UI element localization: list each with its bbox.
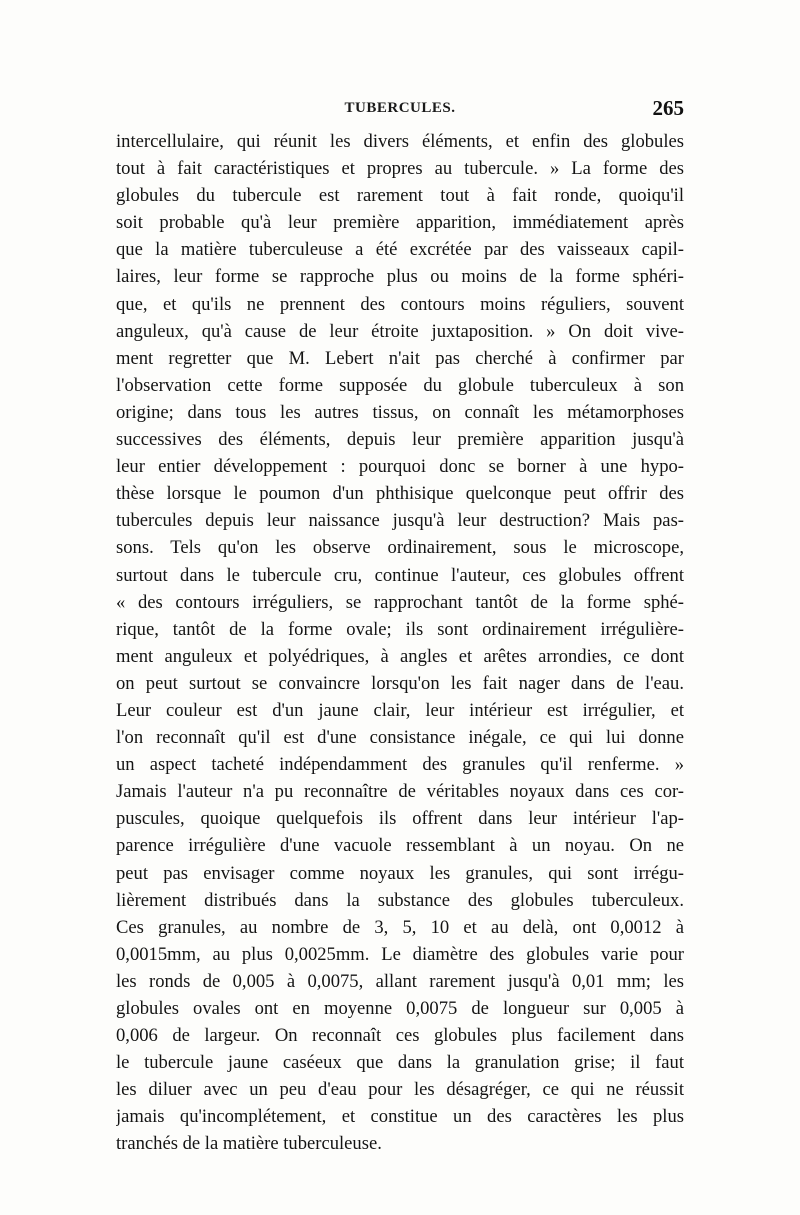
text-line: thèse lorsque le poumon d'un phthisique quelconque peut offrir des (116, 483, 684, 505)
page-header (116, 96, 684, 126)
text-line: puscules, quoique quelquefois ils offrent dans leur intérieur l'ap- (116, 808, 684, 830)
text-line: lièrement distribués dans la substance des globules tuberculeux. (116, 889, 684, 911)
running-title: TUBERCULES. (344, 100, 456, 116)
text-line: intercellulaire, qui réunit les divers éléments, et enfin des globules (116, 131, 684, 152)
page-number: 265 (652, 96, 684, 120)
text-line: jamais qu'incomplétement, et constitue un des caractères les plus (116, 1106, 684, 1128)
text-line: Leur couleur est d'un jaune clair, leur intérieur est irrégulier, et (116, 699, 684, 721)
text-line: un aspect tacheté indépendamment des granules qu'il renferme. » (116, 754, 684, 776)
text-line: parence irrégulière d'une vacuole ressemblant à un noyau. On ne (116, 835, 684, 857)
text-line: ment anguleux et polyédriques, à angles et arêtes arrondies, ce dont (116, 645, 684, 667)
text-line: 0,0015mm, au plus 0,0025mm. Le diamètre des globules varie pour (116, 943, 684, 965)
text-line: origine; dans tous les autres tissus, on connaît les métamorphoses (116, 401, 684, 423)
text-line: que, et qu'ils ne prennent des contours moins réguliers, souvent (116, 293, 684, 315)
text-line: leur entier développement : pourquoi donc se borner à une hypo- (116, 456, 684, 478)
text-line: anguleux, qu'à cause de leur étroite juxtaposition. » On doit vive- (116, 320, 684, 342)
text-line: tranchés de la matière tuberculeuse. (116, 1133, 382, 1155)
text-line: « des contours irréguliers, se rapprochant tantôt de la forme sphé- (116, 591, 684, 613)
text-line: sons. Tels qu'on les observe ordinairement, sous le microscope, (116, 537, 684, 559)
text-line: tubercules depuis leur naissance jusqu'à leur destruction? Mais pas- (116, 510, 684, 532)
text-line: peut pas envisager comme noyaux les granules, qui sont irrégu- (116, 862, 684, 884)
text-line: le tubercule jaune caséeux que dans la granulation grise; il faut (116, 1052, 684, 1074)
text-line: l'on reconnaît qu'il est d'une consistance inégale, ce qui lui donne (116, 727, 684, 749)
text-line: globules ovales ont en moyenne 0,0075 de longueur sur 0,005 à (116, 998, 684, 1019)
text-line: que la matière tuberculeuse a été excrétée par des vaisseaux capil- (116, 239, 684, 261)
text-line: globules du tubercule est rarement tout à fait ronde, quoiqu'il (116, 185, 684, 207)
text-line: surtout dans le tubercule cru, continue l'auteur, ces globules offrent (116, 564, 684, 586)
text-line: successives des éléments, depuis leur première apparition jusqu'à (116, 429, 684, 451)
text-line: ment regretter que M. Lebert n'ait pas cherché à confirmer par (116, 347, 684, 369)
text-line: 0,006 de largeur. On reconnaît ces globules plus facilement dans (116, 1025, 684, 1047)
text-line: l'observation cette forme supposée du globule tuberculeux à son (116, 374, 684, 396)
text-line: soit probable qu'à leur première apparition, immédiatement après (116, 212, 684, 234)
text-line: laires, leur forme se rapproche plus ou moins de la forme sphéri- (116, 266, 684, 288)
text-line: rique, tantôt de la forme ovale; ils sont ordinairement irrégulière- (116, 618, 684, 640)
text-line: on peut surtout se convaincre lorsqu'on les fait nager dans de l'eau. (116, 672, 684, 694)
text-line: Jamais l'auteur n'a pu reconnaître de véritables noyaux dans ces cor- (116, 781, 684, 803)
text-line: Ces granules, au nombre de 3, 5, 10 et au delà, ont 0,0012 à (116, 916, 684, 938)
body-text (116, 128, 684, 1158)
text-line: les diluer avec un peu d'eau pour les désagréger, ce qui ne réussit (116, 1079, 684, 1101)
text-line: les ronds de 0,005 à 0,0075, allant rarement jusqu'à 0,01 mm; les (116, 970, 684, 992)
text-line: tout à fait caractéristiques et propres au tubercule. » La forme des (116, 158, 684, 180)
